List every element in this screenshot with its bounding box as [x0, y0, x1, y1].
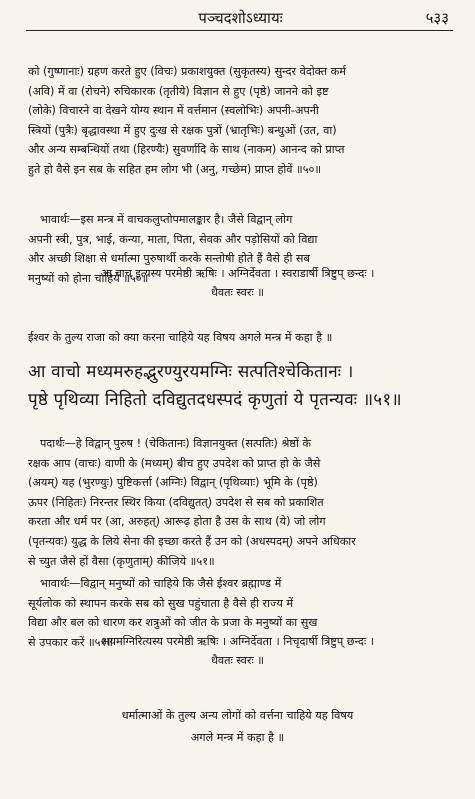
padartha-paragraph-51 — [28, 434, 453, 571]
mantra-51 — [28, 358, 453, 414]
text-line: (पृतन्यवः) युद्ध के लिये सेना की इच्छा करते हैं उन को (अधस्पदम्) अपने अधिकार — [28, 534, 356, 548]
reference-line: आ वाच इत्यस्य परमेष्ठी ऋषिः । अग्निर्देवता । स्वराडार्षी त्रिष्टुप् छन्दः । — [100, 267, 375, 280]
rishi-devata-reference-52 — [0, 632, 475, 670]
text-line: (अवि) में वा (रोचने) रुचिकारक (तृतीये) विज्ञान से हुए (पृष्ठे) जानने को इष्ट — [28, 84, 329, 98]
mantra-intro: ईश्वर के तुल्य राजा को क्या करना चाहिये यह विषय अगले मन्त्र में कहा है ॥ — [28, 331, 333, 344]
text-line: से उपकार करें ॥५१॥ — [28, 635, 113, 649]
page-number: ५३३ — [425, 9, 449, 27]
text-line: भावार्थः—इस मन्त्र में वाचकलुप्तोपमालङ्कार है। जैसे विद्वान् लोग — [40, 213, 293, 226]
reference-line: धैवतः स्वरः ॥ — [211, 286, 264, 299]
text-line: ऊपर (निहितः) निरन्तर स्थिर किया (दविद्युतत्) उपदेश से सब को प्रकाशित — [28, 495, 324, 509]
mantra-line: आ वाचो मध्यमरुहद्भुरण्युरयमग्निः सत्पतिश्चेकितानः । — [28, 362, 354, 382]
text-line: भावार्थः—विद्वान् मनुष्यों को चाहिये कि जैसे ईश्वर ब्रह्माण्ड में — [40, 577, 282, 590]
next-mantra-intro — [0, 705, 475, 749]
text-line: करता और धर्म पर (आ, अरुहत्) आरूढ़ होता है उस के साथ (ये) जो लोग — [28, 515, 326, 529]
text-line: अपनी स्त्री, पुत्र, भाई, कन्या, माता, पिता, सेवक और पड़ोसियों को विद्या — [28, 232, 318, 246]
closing-line: धर्मात्माओं के तुल्य अन्य लोगों को वर्त्तना चाहिये यह विषय — [121, 709, 354, 722]
reference-line: अयमग्निरित्यस्य परमेष्ठी ऋषिः । अग्निर्देवता । निचृदार्षी त्रिष्टुप् छन्दः । — [100, 635, 375, 648]
chapter-title: पञ्चदशोऽध्यायः — [198, 9, 283, 27]
header-rule — [26, 30, 453, 31]
rishi-devata-reference-51 — [0, 264, 475, 302]
text-line: विद्या और बल को धारण कर शत्रुओं को जीत के प्रजा के मनुष्यों का सुख — [28, 616, 318, 630]
mantra-line: पृष्ठे पृथिव्या निहितो दविद्युतदधस्पदं कृणुतां ये पृतन्यवः ॥५१॥ — [28, 390, 402, 410]
reference-line: धैवतः स्वरः ॥ — [211, 654, 264, 667]
closing-line: अगले मन्त्र में कहा है ॥ — [190, 731, 285, 744]
text-line: से च्युत जैसे हों वैसा (कृणुताम्) कीजिये ॥५१॥ — [28, 554, 215, 568]
text-line: और अच्छी शिक्षा से धर्मात्मा पुरुषार्थी करके सन्तोषी होते हैं वैसे ही सब — [28, 252, 310, 266]
text-line: रक्षक आप (वाचः) वाणी के (मध्यम्) बीच हुए उपदेश को प्राप्त हो के जैसे — [28, 456, 321, 470]
text-line: हुते हो वैसे इन सब के सहित हम लोग भी (अनु, गच्छेम) प्राप्त होवें ॥५०॥ — [28, 162, 322, 176]
page-header — [28, 6, 453, 32]
text-line: स्त्रियों (पुत्रैः) बृद्धावस्था में हुए दुःख से रक्षक पुत्रों (भ्रातृभिः) बन्धुओं (उत, वा) — [28, 123, 337, 137]
text-line: मनुष्यों को होना चाहिये ॥५०॥ — [28, 271, 149, 285]
text-line: को (गुष्णानाः) ग्रहण करते हुए (विचः) प्रकाशयुक्त (सुकृतस्य) सुन्दर वेदोक्त कर्म — [28, 65, 346, 78]
text-line: पदार्थः—हे विद्वान् पुरुष ! (चेकितानः) विज्ञानयुक्त (सत्पतिः) श्रेष्ठों के — [40, 437, 312, 450]
text-line: (अयम्) यह (भुरण्युः) पुष्टिकर्त्ता (अग्निः) विद्वान् (पृथिव्याः) भूमि के (पृष्ठे) — [28, 476, 318, 490]
text-line: सूर्यलोक को स्थापन करके सब को सुख पहुंचाता है वैसे ही राज्य में — [28, 596, 294, 610]
padartha-paragraph-50 — [28, 62, 453, 180]
text-line: (लोके) विचारने वा देखने योग्य स्थान में वर्त्तमान (स्वलोभिः) अपनी-अपनी — [28, 104, 319, 118]
text-line: और अन्य सम्बन्धियों तथा (हिरण्यैः) सुवर्णादि के साथ (नाकम) आनन्द को प्राप्त — [28, 143, 345, 157]
